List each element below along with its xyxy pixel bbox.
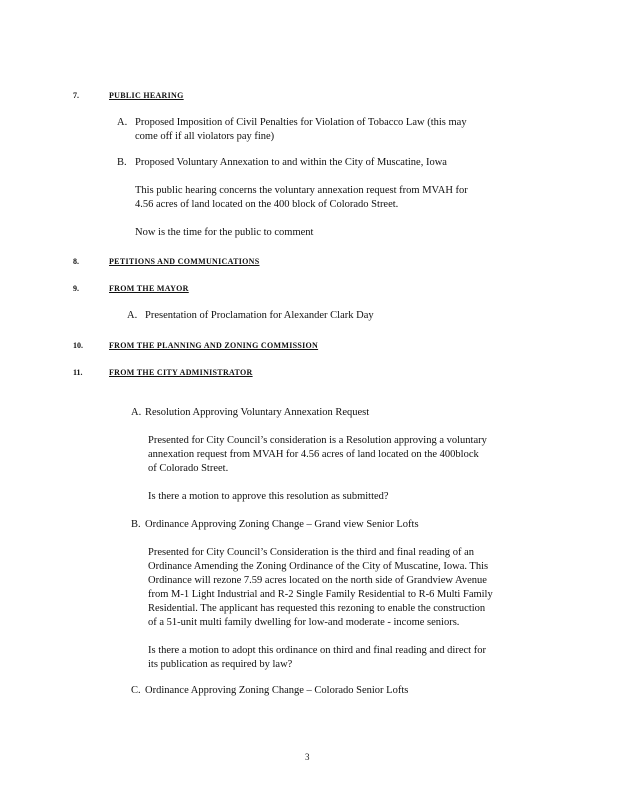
text-line: Is there a motion to adopt this ordinance on third and final reading and direct for [148,645,486,656]
section-number: 10. [73,341,83,350]
item-title-grandview-lofts: Ordinance Approving Zoning Change – Grand view Senior Lofts [145,519,419,530]
text-line: Ordinance will rezone 7.59 acres located on the north side of Grandview Avenue [148,575,487,586]
text-line: Presented for City Council’s consideration is a Resolution approving a voluntary [148,435,487,446]
text-line: its publication as required by law? [148,659,293,670]
text-line: Ordinance Amending the Zoning Ordinance of the City of Muscatine, Iowa. This [148,561,489,572]
item-label: B. [131,519,141,530]
section-heading-planning-zoning: FROM THE PLANNING AND ZONING COMMISSION [109,341,319,350]
section-heading-mayor: FROM THE MAYOR [109,284,189,293]
text-line: This public hearing concerns the voluntary annexation request from MVAH for [135,185,468,196]
motion-question [148,644,538,672]
item-grandview-description [148,546,540,630]
item-label: A. [127,310,138,321]
text-line: 4.56 acres of land located on the 400 block of Colorado Street. [135,199,399,210]
section-heading-petitions: PETITIONS AND COMMUNICATIONS [109,257,260,266]
item-label: A. [117,117,128,128]
text-line: annexation request from MVAH for 4.56 acres of land located on the 400block [148,449,479,460]
item-tobacco-penalties [135,116,540,144]
item-resolution-description [148,434,536,476]
item-title-proclamation: Presentation of Proclamation for Alexander Clark Day [145,310,374,321]
motion-question: Is there a motion to approve this resolution as submitted? [148,491,389,502]
item-label: C. [131,685,141,696]
text-line: Presented for City Council’s Consideration is the third and final reading of an [148,547,475,558]
text-line: Residential. The applicant has requested this rezoning to enable the construction [148,603,486,614]
item-label: B. [117,157,127,168]
item-title-annexation: Proposed Voluntary Annexation to and within the City of Muscatine, Iowa [135,157,447,168]
text-line: come off if all violators pay fine) [135,131,275,142]
section-number: 9. [73,284,79,293]
section-number: 11. [73,368,83,377]
section-number: 7. [73,91,79,100]
text-line: of Colorado Street. [148,463,229,474]
section-heading-city-administrator: FROM THE CITY ADMINISTRATOR [109,368,253,377]
section-number: 8. [73,257,79,266]
page-number: 3 [305,752,310,762]
public-comment-note: Now is the time for the public to comment [135,227,314,238]
text-line: of a 51-unit multi family dwelling for low-and moderate - income seniors. [148,617,460,628]
item-label: A. [131,407,142,418]
item-title-colorado-lofts: Ordinance Approving Zoning Change – Colorado Senior Lofts [145,685,409,696]
section-heading-public-hearing: PUBLIC HEARING [109,91,184,100]
text-line: from M-1 Light Industrial and R-2 Single Family Residential to R-6 Multi Family [148,589,493,600]
text-line: Proposed Imposition of Civil Penalties for Violation of Tobacco Law (this may [135,117,467,128]
item-annexation-description [135,184,530,212]
item-title-resolution: Resolution Approving Voluntary Annexation Request [145,407,370,418]
